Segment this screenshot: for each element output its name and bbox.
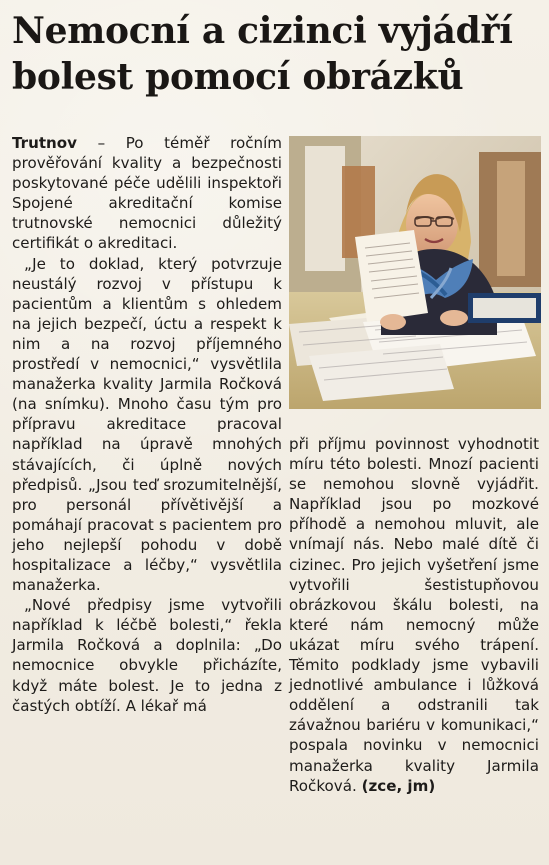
headline: Nemocní a cizinci vyjádří bolest pomocí obrázků [12,10,513,98]
paragraph-2: „Nové předpisy jsme vytvořili například k léčbě bolesti,“ řekla Jarmila Ročková a doplnila: „Do nemocnice obvykle přicházíte, když máte bolest. Je to jedna z častých obtíží. A lékař má [12,596,282,715]
lead-paragraph [12,133,282,254]
article-photo [289,136,541,409]
byline: (zce, jm) [361,776,436,795]
lead-text: – Po téměř ročním prověřování kvality a bezpečnosti poskytované péče udělili inspektoři Spojené akreditační komise trutnovské nemocnici důležitý certifikát o akreditaci. [12,134,282,253]
paragraph-3-text: při příjmu povinnost vyhodnotit míru této bolesti. Mnozí pacienti se nemohou slovně vyjádřit. Například jsou po mozkové příhodě a nemohou mluvit, ale vnímají nás. Nebo malé dítě či cizinec. Pro jejich vyšetření jsme vytvořili šestistupňovou obrázkovou škálu bolesti, na které nám nemocný může ukázat míru svého trápení. Těmito podklady jsme vybavili jednotlivé ambulance i lůžková oddělení a odstranili tak závažnou bariéru v komunikaci,“ pospala novinku v nemocnici manažerka kvality Jarmila Ročková. [289,435,539,795]
paragraph-3 [289,434,539,796]
article-column-left [12,133,282,716]
dateline: Trutnov [12,134,77,152]
paragraph-1: „Je to doklad, který potvrzuje neustálý rozvoj v přístupu k pacientům a klientům s ohledem na jejich bezpečí, úctu a respekt k nim a na rozvoj příjemného prostředí v nemocnici,“ vysvětlila manažerka kvality Jarmila Ročková (na snímku). Mnoho času tým pro přípravu akreditace pracoval například na úpravě mnohých stávajících, či úplně nových předpisů. „Jsou teď srozumitelnější, pro personál přívětivější a pomáhají pracovat s pacientem pro jeho nejlepší pohodu v době hospitalizace a léčby,“ vysvětlila manažerka. [12,254,282,595]
article-column-right [289,434,539,796]
